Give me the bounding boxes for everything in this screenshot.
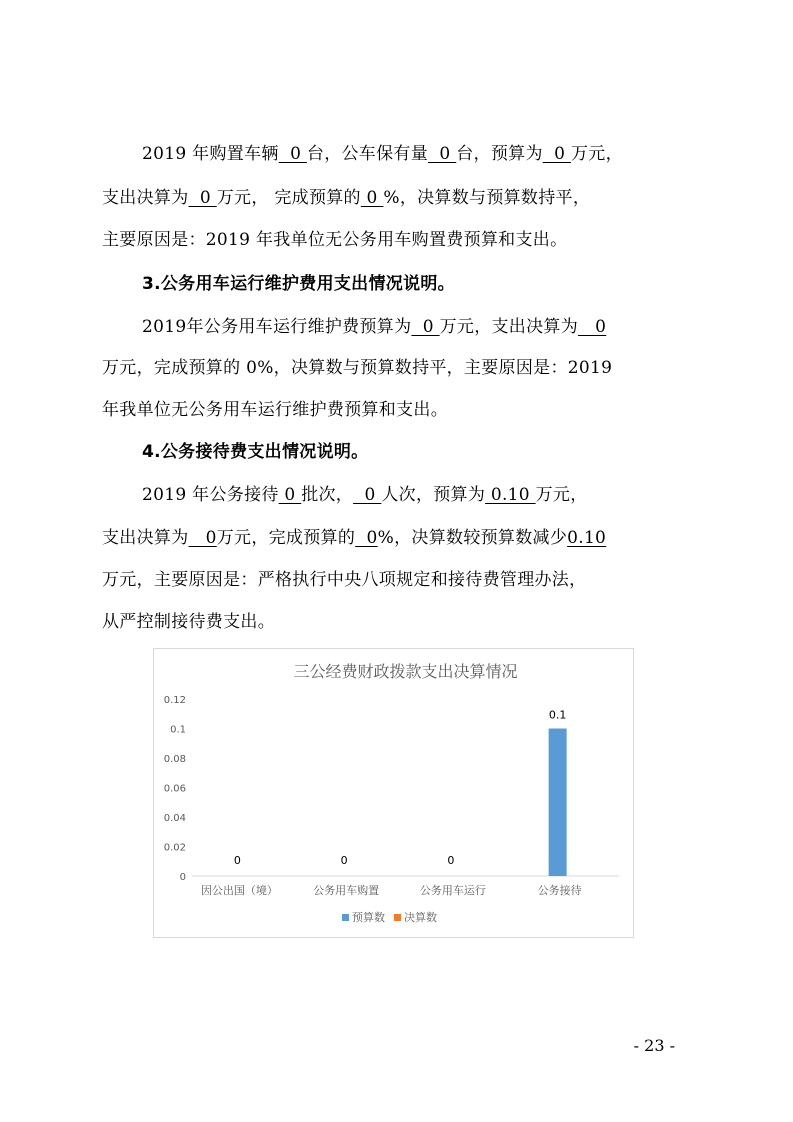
y-tick-label: 0.06 [163, 783, 186, 795]
chart-title: 三公经费财政拨款支出决算情况 [293, 662, 518, 681]
y-tick-label: 0.08 [163, 754, 186, 765]
legend-swatch-budget [342, 914, 349, 921]
y-tick-label: 0.02 [163, 842, 186, 854]
page-number: - 23 - [633, 1036, 675, 1055]
p2-line3: 年我单位无公务用车运行维护费预算和支出。 [102, 400, 448, 420]
data-label: 0 [340, 854, 348, 867]
legend-label-budget: 预算数 [352, 911, 385, 924]
p3-line3: 万元，主要原因是：严格执行中央八项规定和接待费管理办法， [102, 570, 587, 590]
data-label: 0.1 [548, 708, 567, 722]
y-tick-label: 0.1 [170, 724, 186, 736]
legend-label-actual: 决算数 [404, 911, 437, 924]
x-tick-label: 公务接待 [537, 884, 582, 897]
y-tick-label: 0 [179, 872, 186, 883]
x-tick-label: 公务用车运行 [419, 884, 486, 897]
data-label: 0 [447, 854, 455, 867]
p3-line1: 2019 年公务接待 0 批次， 0 人次，预算为 0.10 万元， [142, 485, 588, 505]
p1-line1: 2019 年购置车辆 0 台，公车保有量 0 台，预算为 0 万元， [142, 144, 623, 164]
p2-line1: 2019年公务用车运行维护费预算为 0 万元，支出决算为 0 [142, 317, 607, 337]
p3-line2: 支出决算为 0万元，完成预算的 0%，决算数较预算数减少0.10 [102, 528, 607, 548]
data-label: 0 [233, 854, 241, 867]
section-heading-3: 3.公务用车运行维护费用支出情况说明。 [142, 274, 455, 294]
section-heading-4: 4.公务接待费支出情况说明。 [142, 442, 369, 462]
p1-line2: 支出决算为 0 万元， 完成预算的 0 %，决算数与预算数持平， [102, 188, 591, 208]
x-tick-label: 公务用车购置 [313, 884, 380, 897]
bar-budget [549, 729, 567, 877]
y-tick-label: 0.04 [163, 813, 186, 824]
p2-line2: 万元，完成预算的 0%，决算数与预算数持平，主要原因是：2019 [102, 358, 613, 378]
y-tick-label: 0.12 [163, 695, 186, 706]
p1-line3: 主要原因是：2019 年我单位无公务用车购置费预算和支出。 [102, 230, 568, 250]
p3-line4: 从严控制接待费支出。 [102, 612, 275, 632]
x-tick-label: 因公出国（境） [200, 884, 278, 897]
budget-chart [153, 648, 634, 938]
legend-swatch-actual [394, 914, 401, 921]
chart-canvas [154, 649, 635, 939]
